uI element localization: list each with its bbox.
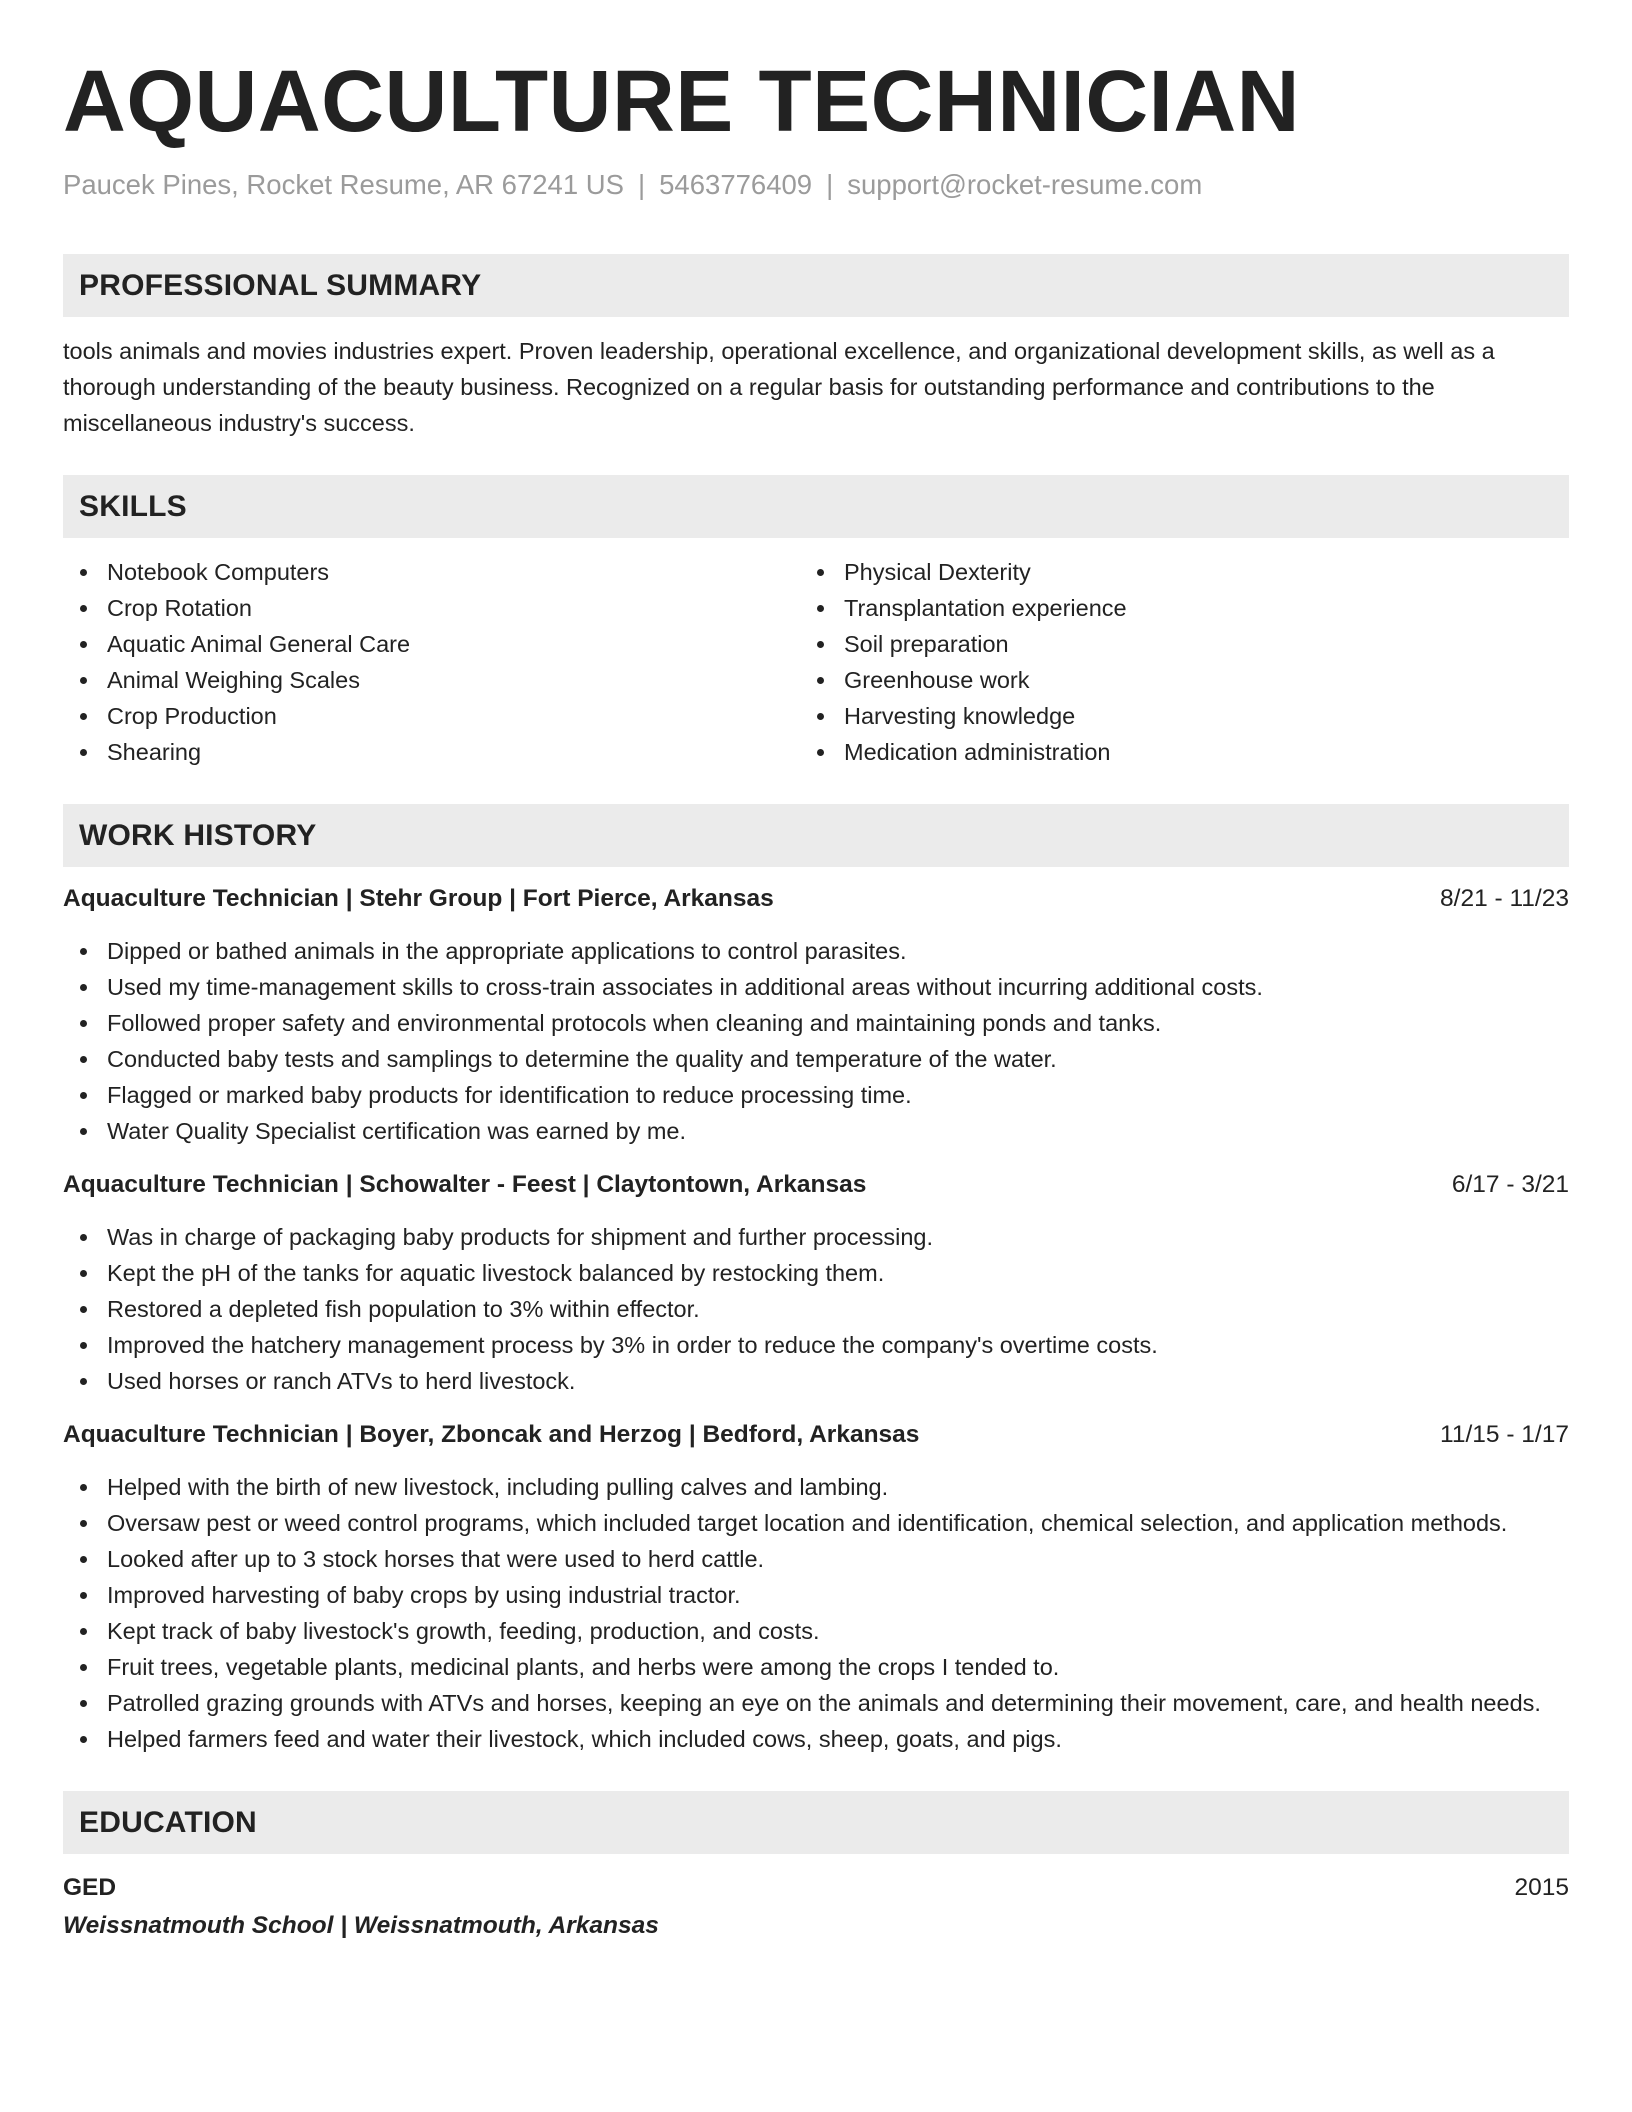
job-dates: 11/15 - 1/17 (1440, 1421, 1569, 1448)
skill-item: Notebook Computers (63, 554, 800, 590)
skills-column-left (63, 554, 800, 770)
skills-column-right (800, 554, 1537, 770)
job-bullet: Water Quality Specialist certification was earned by me. (63, 1113, 1569, 1149)
skills-heading: SKILLS (63, 475, 1569, 538)
job-bullet: Helped with the birth of new livestock, including pulling calves and lambing. (63, 1469, 1569, 1505)
job-bullet: Conducted baby tests and samplings to determine the quality and temperature of the water. (63, 1041, 1569, 1077)
job-bullet: Improved harvesting of baby crops by using industrial tractor. (63, 1577, 1569, 1613)
skills-list (63, 554, 1569, 770)
job-header (63, 1417, 1569, 1453)
job-dates: 8/21 - 11/23 (1440, 885, 1569, 912)
work-history-heading: WORK HISTORY (63, 804, 1569, 867)
job-bullet: Followed proper safety and environmental protocols when cleaning and maintaining ponds and tanks. (63, 1005, 1569, 1041)
job-entry (63, 1167, 1569, 1399)
skill-item: Soil preparation (800, 626, 1537, 662)
skill-item: Harvesting knowledge (800, 698, 1537, 734)
job-title: Aquaculture Technician | Boyer, Zboncak and Herzog | Bedford, Arkansas (63, 1421, 920, 1448)
job-bullet: Patrolled grazing grounds with ATVs and horses, keeping an eye on the animals and determining their movement, care, and health needs. (63, 1685, 1569, 1721)
job-bullet: Oversaw pest or weed control programs, which included target location and identification, chemical selection, and application methods. (63, 1505, 1569, 1541)
skill-item: Transplantation experience (800, 590, 1537, 626)
job-bullet: Flagged or marked baby products for identification to reduce processing time. (63, 1077, 1569, 1113)
job-title: Aquaculture Technician | Schowalter - Feest | Claytontown, Arkansas (63, 1171, 867, 1198)
education-heading: EDUCATION (63, 1791, 1569, 1854)
education-year: 2015 (1514, 1874, 1569, 1901)
education-header (63, 1870, 1569, 1906)
education-degree: GED (63, 1874, 117, 1901)
contact-separator: | (826, 169, 834, 200)
job-bullet: Kept the pH of the tanks for aquatic livestock balanced by restocking them. (63, 1255, 1569, 1291)
job-bullet: Fruit trees, vegetable plants, medicinal plants, and herbs were among the crops I tended to. (63, 1649, 1569, 1685)
job-title: Aquaculture Technician | Stehr Group | Fort Pierce, Arkansas (63, 885, 774, 912)
job-header (63, 1167, 1569, 1203)
contact-phone: 5463776409 (659, 169, 813, 200)
job-bullet: Kept track of baby livestock's growth, feeding, production, and costs. (63, 1613, 1569, 1649)
job-bullet: Looked after up to 3 stock horses that were used to herd cattle. (63, 1541, 1569, 1577)
job-dates: 6/17 - 3/21 (1451, 1171, 1569, 1198)
education-school: Weissnatmouth School | Weissnatmouth, Arkansas (63, 1912, 659, 1939)
job-bullets (63, 1469, 1569, 1757)
skill-item: Physical Dexterity (800, 554, 1537, 590)
job-entry (63, 1417, 1569, 1757)
summary-text: tools animals and movies industries expert. Proven leadership, operational excellence, and organizational development skills, as well as a thorough understanding of the beauty business. Recognized on a regular basis for outstanding performance and contributions to the miscellaneous industry's success. (63, 338, 1495, 436)
job-bullets (63, 1219, 1569, 1399)
skill-item: Crop Production (63, 698, 800, 734)
job-bullet: Used my time-management skills to cross-train associates in additional areas without incurring additional costs. (63, 969, 1569, 1005)
summary-heading: PROFESSIONAL SUMMARY (63, 254, 1569, 317)
job-entry (63, 881, 1569, 1149)
job-header (63, 881, 1569, 917)
skill-item: Medication administration (800, 734, 1537, 770)
job-bullet: Dipped or bathed animals in the appropriate applications to control parasites. (63, 933, 1569, 969)
skill-item: Animal Weighing Scales (63, 662, 800, 698)
contact-line (63, 168, 1569, 202)
skill-item: Shearing (63, 734, 800, 770)
job-bullet: Was in charge of packaging baby products for shipment and further processing. (63, 1219, 1569, 1255)
skill-item: Greenhouse work (800, 662, 1537, 698)
job-bullets (63, 933, 1569, 1149)
resume-name-title: AQUACULTURE TECHNICIAN (63, 53, 1300, 150)
job-bullet: Restored a depleted fish population to 3% within effector. (63, 1291, 1569, 1327)
contact-address: Paucek Pines, Rocket Resume, AR 67241 US (63, 169, 624, 200)
contact-email: support@rocket-resume.com (847, 169, 1203, 200)
skill-item: Crop Rotation (63, 590, 800, 626)
job-bullet: Improved the hatchery management process by 3% in order to reduce the company's overtime costs. (63, 1327, 1569, 1363)
contact-separator: | (637, 169, 646, 200)
job-bullet: Used horses or ranch ATVs to herd livestock. (63, 1363, 1569, 1399)
job-bullet: Helped farmers feed and water their livestock, which included cows, sheep, goats, and pigs. (63, 1721, 1569, 1757)
skill-item: Aquatic Animal General Care (63, 626, 800, 662)
